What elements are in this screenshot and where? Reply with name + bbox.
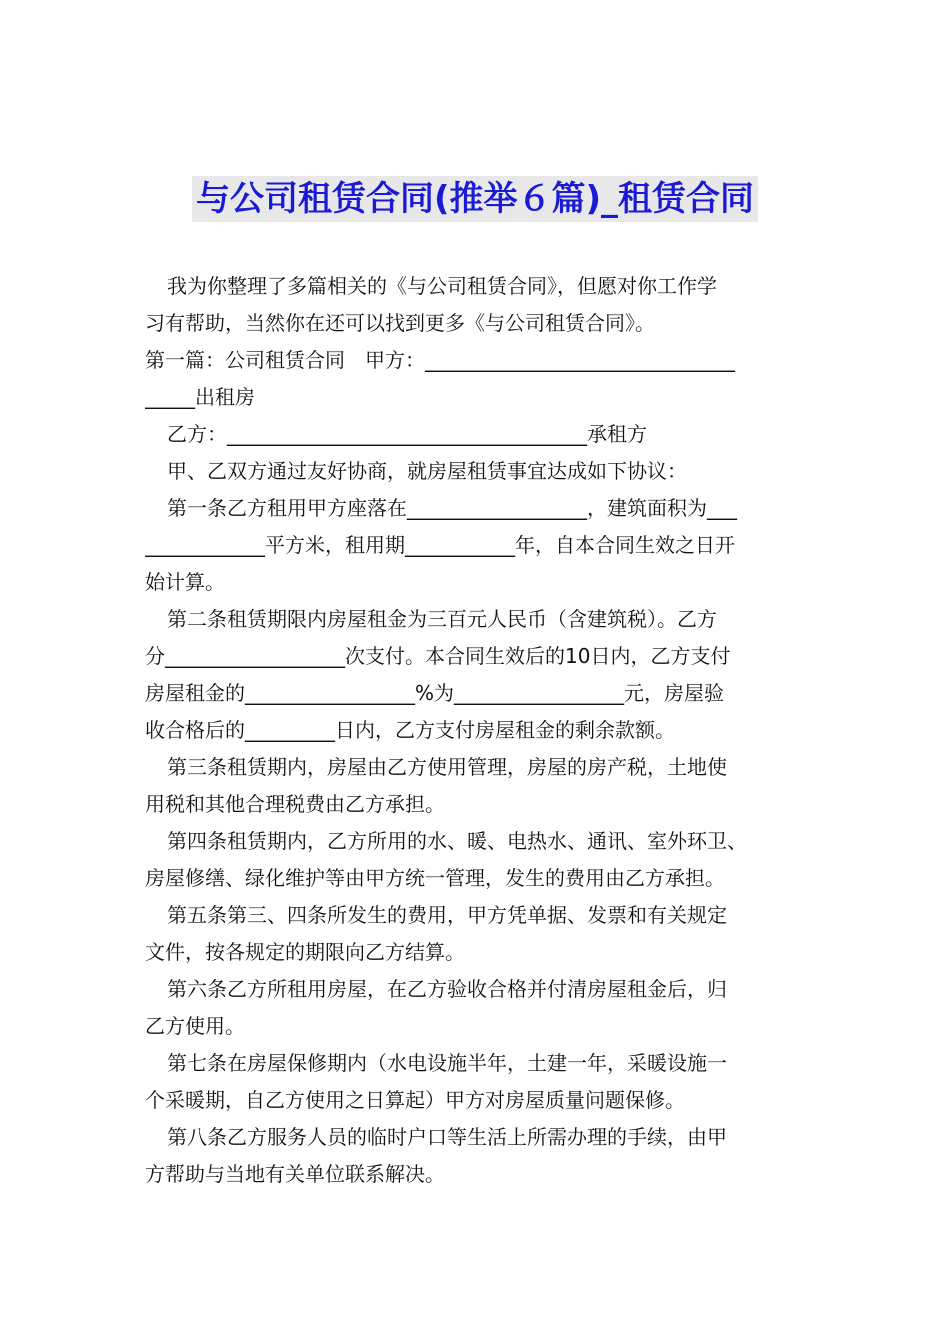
text-line: 我为你整理了多篇相关的《与公司租赁合同》，但愿对你工作学 bbox=[167, 274, 717, 298]
document-body bbox=[145, 268, 817, 1193]
text-line: 第四条租赁期内，乙方所用的水、暖、电热水、通讯、室外环卫、 bbox=[167, 829, 747, 853]
text-line: _____出租房 bbox=[145, 385, 255, 409]
text-line: 第一篇：公司租赁合同 甲方：_______________________________ bbox=[145, 348, 735, 372]
text-line: 分__________________次支付。本合同生效后的10日内，乙方支付 bbox=[145, 644, 731, 668]
text-line: 习有帮助，当然你在还可以找到更多《与公司租赁合同》。 bbox=[145, 311, 655, 335]
text-line: ____________平方米，租用期___________年，自本合同生效之日开 bbox=[145, 533, 735, 557]
text-line: 用税和其他合理税费由乙方承担。 bbox=[145, 792, 445, 816]
text-line: 文件，按各规定的期限向乙方结算。 bbox=[145, 940, 465, 964]
text-line: 第一条乙方租用甲方座落在__________________，建筑面积为___ bbox=[167, 496, 737, 520]
title-wrap bbox=[0, 176, 950, 222]
text-line: 房屋修缮、绿化维护等由甲方统一管理，发生的费用由乙方承担。 bbox=[145, 866, 725, 890]
text-line: 第三条租赁期内，房屋由乙方使用管理，房屋的房产税，土地使 bbox=[167, 755, 727, 779]
document-title: 与公司租赁合同(推举６篇)_租赁合同 bbox=[192, 176, 758, 222]
text-line: 第八条乙方服务人员的临时户口等生活上所需办理的手续，由甲 bbox=[167, 1125, 727, 1149]
text-line: 第五条第三、四条所发生的费用，甲方凭单据、发票和有关规定 bbox=[167, 903, 727, 927]
text-line: 第六条乙方所租用房屋，在乙方验收合格并付清房屋租金后，归 bbox=[167, 977, 727, 1001]
text-line: 甲、乙双方通过友好协商，就房屋租赁事宜达成如下协议： bbox=[167, 459, 687, 483]
text-line: 个采暖期，自乙方使用之日算起）甲方对房屋质量问题保修。 bbox=[145, 1088, 685, 1112]
text-line: 第二条租赁期限内房屋租金为三百元人民币（含建筑税）。乙方 bbox=[167, 607, 717, 631]
text-line: 方帮助与当地有关单位联系解决。 bbox=[145, 1162, 445, 1186]
text-line: 第七条在房屋保修期内（水电设施半年，土建一年，采暖设施一 bbox=[167, 1051, 727, 1075]
text-line: 收合格后的_________日内，乙方支付房屋租金的剩余款额。 bbox=[145, 718, 675, 742]
text-line: 乙方：____________________________________承租方 bbox=[167, 422, 647, 446]
text-line: 始计算。 bbox=[145, 570, 225, 594]
text-line: 乙方使用。 bbox=[145, 1014, 245, 1038]
text-line: 房屋租金的_________________%为_________________元，房屋验 bbox=[145, 681, 725, 705]
